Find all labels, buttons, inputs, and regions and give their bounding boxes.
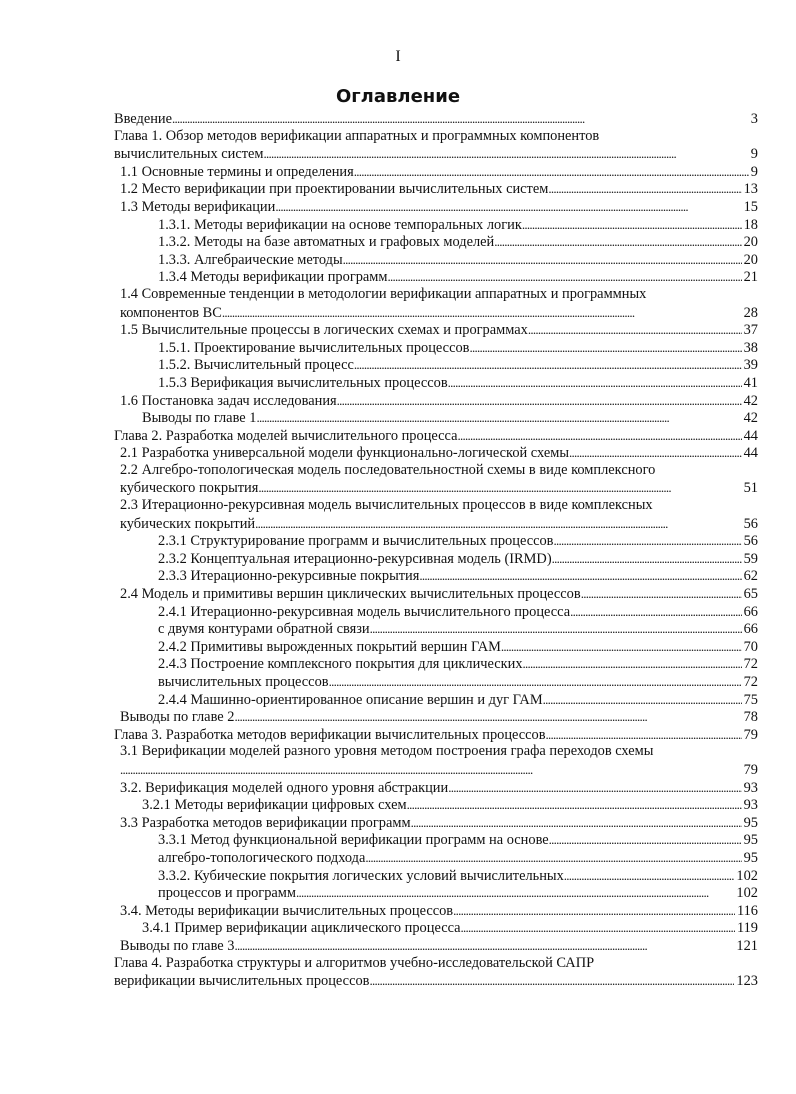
toc-entry-page: 72	[743, 656, 758, 673]
toc-dot-leader	[453, 902, 735, 921]
toc-entry[interactable]	[114, 427, 758, 445]
toc-entry-title: 2.4.4 Машинно-ориентированное описание вершин и дуг ГАМ	[158, 691, 543, 708]
toc-entry[interactable]	[114, 620, 758, 638]
toc-entry-title: 2.3.1 Структурирование программ и вычислительных процессов	[158, 533, 554, 550]
toc-dot-leader	[448, 779, 741, 798]
toc-entry-page: 95	[743, 849, 758, 866]
toc-entry[interactable]	[114, 655, 758, 673]
toc-entry-page: 70	[743, 638, 758, 655]
toc-dot-leader	[388, 268, 742, 287]
toc-dot-leader	[546, 726, 742, 745]
toc-entry-page: 79	[743, 761, 758, 778]
toc-entry[interactable]	[114, 233, 758, 251]
toc-entry[interactable]	[114, 779, 758, 797]
toc-entry[interactable]	[114, 392, 758, 410]
toc-dot-leader	[264, 145, 749, 164]
toc-entry-page: 59	[743, 550, 758, 567]
toc-entry-title: 2.4 Модель и примитивы вершин циклических вычислительных процессов	[120, 586, 581, 603]
toc-entry[interactable]	[114, 814, 758, 832]
toc-dot-leader	[552, 550, 742, 569]
toc-entry[interactable]	[114, 356, 758, 374]
toc-entry-page: 93	[743, 779, 758, 796]
toc-dot-leader	[329, 673, 742, 692]
toc-entry[interactable]	[114, 638, 758, 656]
toc-entry-page: 66	[743, 621, 758, 638]
toc-entry[interactable]	[114, 849, 758, 867]
toc-entry-title: Выводы по главе 2	[120, 709, 235, 726]
toc-entry-page: 3	[750, 111, 758, 127]
toc-entry-title: 2.3.2 Концептуальная итерационно-рекурсивная модель (IRMD)	[158, 550, 552, 567]
toc-entry[interactable]	[114, 831, 758, 849]
page-title: Оглавление	[335, 86, 461, 107]
toc-dot-leader	[469, 339, 741, 358]
toc-entry[interactable]	[114, 444, 758, 462]
toc-dot-leader	[120, 761, 742, 780]
toc-entry-title: 3.3.2. Кубические покрытия логических условий вычислительных	[158, 867, 564, 884]
toc-entry[interactable]	[114, 743, 758, 761]
toc-entry[interactable]	[114, 673, 758, 691]
toc-dot-leader	[522, 216, 742, 235]
toc-entry-page: 28	[743, 304, 758, 321]
toc-entry-page: 66	[743, 603, 758, 620]
toc-dot-leader	[448, 374, 742, 393]
toc-dot-leader	[461, 919, 735, 938]
toc-dot-leader	[354, 356, 742, 375]
toc-entry[interactable]	[114, 902, 758, 920]
toc-entry-title: верификации вычислительных процессов	[114, 973, 370, 990]
toc-dot-leader	[337, 392, 742, 411]
toc-entry-page: 42	[743, 410, 758, 427]
toc-entry-title: Глава 1. Обзор методов верификации аппаратных и программных компонентов	[114, 127, 600, 144]
toc-dot-leader	[543, 691, 742, 710]
toc-entry[interactable]	[114, 761, 758, 779]
toc-entry-title: 2.3 Итерационно-рекурсивная модель вычислительных процессов в виде комплексных	[120, 497, 653, 514]
toc-entry[interactable]	[114, 180, 758, 198]
toc-dot-leader	[365, 849, 741, 868]
toc-entry-title: вычислительных систем	[114, 146, 264, 163]
toc-dot-leader	[501, 638, 742, 657]
toc-dot-leader	[494, 233, 741, 252]
toc-dot-leader	[407, 796, 742, 815]
toc-dot-leader	[523, 655, 742, 674]
toc-entry-title: 2.1 Разработка универсальной модели функционально-логической схемы	[120, 445, 570, 462]
toc-entry-page: 93	[743, 797, 758, 814]
toc-entry-page: 75	[743, 691, 758, 708]
toc-entry-page: 65	[743, 586, 758, 603]
toc-entry[interactable]	[114, 304, 758, 322]
toc-entry-title: 1.5 Вычислительные процессы в логических схемах и программах	[120, 322, 528, 339]
toc-entry-title: Глава 4. Разработка структуры и алгоритмов учебно-исследовательской САПР	[114, 954, 595, 971]
toc-entry[interactable]	[114, 110, 758, 128]
toc-entry-page: 95	[743, 814, 758, 831]
toc-entry-title: 1.6 Постановка задач исследования	[120, 392, 337, 409]
toc-entry-page: 41	[743, 374, 758, 391]
toc-entry-page: 95	[743, 832, 758, 849]
toc-dot-leader	[234, 708, 741, 727]
toc-entry[interactable]	[114, 603, 758, 621]
toc-entry[interactable]	[114, 867, 758, 885]
toc-entry[interactable]	[114, 409, 758, 427]
toc-entry-page: 102	[736, 885, 758, 902]
toc-entry-page: 56	[743, 515, 758, 532]
toc-entry-page: 42	[743, 392, 758, 409]
toc-entry-title: 3.3.1 Метод функциональной верификации программ на основе	[158, 832, 549, 849]
toc-dot-leader	[172, 110, 749, 129]
toc-entry-title: 2.2 Алгебро-топологическая модель последовательностной схемы в виде комплексного	[120, 461, 656, 478]
toc-entry-page: 13	[743, 181, 758, 198]
toc-entry[interactable]	[114, 497, 758, 515]
toc-entry-title: 2.4.3 Построение комплексного покрытия для циклических	[158, 656, 523, 673]
toc-entry-page: 116	[736, 902, 758, 919]
toc-entry[interactable]	[114, 163, 758, 181]
toc-entry-page: 9	[750, 163, 758, 180]
toc-entry-title: 3.2.1 Методы верификации цифровых схем	[142, 797, 407, 814]
toc-entry-title: Выводы по главе 3	[120, 937, 235, 954]
toc-entry-title: 1.5.3 Верификация вычислительных процессов	[158, 374, 448, 391]
toc-entry[interactable]	[114, 321, 758, 339]
toc-entry[interactable]	[114, 515, 758, 533]
toc-entry-page: 119	[736, 920, 758, 937]
toc-entry[interactable]	[114, 708, 758, 726]
toc-entry-title: 1.3 Методы верификации	[120, 198, 276, 215]
toc-entry-title: кубических покрытий	[120, 515, 256, 532]
toc-entry-title: 3.1 Верификации моделей разного уровня методом построения графа переходов схемы	[120, 743, 654, 760]
table-of-contents	[114, 110, 758, 990]
toc-entry-page: 102	[736, 867, 758, 884]
toc-entry[interactable]	[114, 216, 758, 234]
toc-entry-title: 2.3.3 Итерационно-рекурсивные покрытия	[158, 568, 420, 585]
toc-entry[interactable]	[114, 286, 758, 304]
toc-entry[interactable]	[114, 585, 758, 603]
toc-entry[interactable]	[114, 691, 758, 709]
toc-dot-leader	[354, 163, 749, 182]
toc-entry-title: 1.5.2. Вычислительный процесс	[158, 357, 354, 374]
toc-entry-page: 44	[743, 445, 758, 462]
toc-entry-page: 44	[743, 427, 758, 444]
toc-dot-leader	[222, 304, 742, 323]
toc-entry-title: 2.4.1 Итерационно-рекурсивная модель вычислительного процесса	[158, 603, 571, 620]
toc-entry-page: 20	[743, 234, 758, 251]
toc-dot-leader	[570, 603, 742, 622]
toc-entry-page: 62	[743, 568, 758, 585]
toc-entry-title: вычислительных процессов	[158, 674, 329, 690]
toc-dot-leader	[411, 814, 742, 833]
toc-entry-title: 1.3.1. Методы верификации на основе темпоральных логик	[158, 216, 522, 233]
toc-dot-leader	[549, 831, 742, 850]
toc-entry[interactable]	[114, 251, 758, 269]
toc-entry[interactable]	[114, 955, 758, 973]
toc-entry-page: 123	[736, 973, 758, 990]
toc-entry-title: 3.2. Верификация моделей одного уровня абстракции	[120, 779, 449, 796]
toc-entry-page: 15	[743, 198, 758, 215]
toc-entry-page: 121	[736, 937, 758, 954]
toc-entry-title: 1.3.4 Методы верификации программ	[158, 269, 388, 286]
toc-dot-leader	[569, 444, 742, 463]
toc-dot-leader	[234, 937, 734, 956]
toc-dot-leader	[256, 409, 741, 428]
toc-dot-leader	[296, 884, 734, 903]
toc-entry-title: 1.3.2. Методы на базе автоматных и графовых моделей	[158, 234, 495, 251]
toc-entry-title: Глава 2. Разработка моделей вычислительного процесса	[114, 427, 458, 444]
toc-dot-leader	[275, 198, 741, 217]
toc-entry-title: 1.2 Место верификации при проектировании вычислительных систем	[120, 181, 549, 198]
toc-dot-leader	[369, 972, 734, 991]
toc-dot-leader	[255, 515, 741, 534]
toc-entry-title: с двумя контурами обратной связи	[158, 621, 370, 638]
toc-entry-page: 51	[743, 480, 758, 497]
toc-entry-title: процессов и программ	[158, 885, 296, 902]
toc-entry[interactable]	[114, 532, 758, 550]
toc-entry[interactable]	[114, 145, 758, 163]
toc-entry-title: Глава 3. Разработка методов верификации вычислительных процессов	[114, 726, 546, 743]
toc-entry-title: компонентов ВС	[120, 304, 222, 321]
toc-entry-title: 3.4. Методы верификации вычислительных процессов	[120, 902, 454, 919]
toc-dot-leader	[581, 585, 742, 604]
toc-entry[interactable]	[114, 268, 758, 286]
toc-entry-page: 78	[743, 709, 758, 726]
toc-dot-leader	[548, 180, 741, 199]
toc-entry-title: 1.1 Основные термины и определения	[120, 163, 354, 180]
toc-entry[interactable]	[114, 884, 758, 902]
toc-entry-title: 1.4 Современные тенденции в методологии верификации аппаратных и программных	[120, 285, 647, 302]
toc-entry[interactable]	[114, 726, 758, 744]
toc-entry-title: Выводы по главе 1	[142, 410, 257, 427]
toc-entry-page: 39	[743, 357, 758, 374]
toc-entry[interactable]	[114, 198, 758, 216]
toc-entry[interactable]	[114, 919, 758, 937]
toc-entry[interactable]	[114, 972, 758, 990]
toc-entry-page: 9	[750, 146, 758, 163]
toc-entry[interactable]	[114, 339, 758, 357]
toc-dot-leader	[564, 867, 735, 886]
toc-entry[interactable]	[114, 550, 758, 568]
toc-entry[interactable]	[114, 567, 758, 585]
toc-entry-title: 2.4.2 Примитивы вырожденных покрытий вершин ГАМ	[158, 638, 501, 655]
toc-entry-title: алгебро-топологического подхода	[158, 849, 366, 866]
toc-entry[interactable]	[114, 462, 758, 480]
toc-entry-page: 21	[743, 269, 758, 286]
toc-entry[interactable]	[114, 937, 758, 955]
toc-entry-page: 18	[743, 216, 758, 233]
toc-entry-page: 56	[743, 533, 758, 550]
toc-entry-page: 38	[743, 339, 758, 356]
toc-dot-leader	[528, 321, 742, 340]
toc-entry-title: 1.5.1. Проектирование вычислительных процессов	[158, 339, 470, 356]
toc-entry-page: 37	[743, 322, 758, 339]
toc-entry-title: 1.3.3. Алгебраические методы	[158, 251, 343, 268]
toc-dot-leader	[419, 567, 741, 586]
toc-entry[interactable]	[114, 374, 758, 392]
page-number: I	[395, 48, 401, 65]
toc-dot-leader	[343, 251, 742, 270]
toc-entry-title: 3.3 Разработка методов верификации программ	[120, 814, 411, 831]
toc-dot-leader	[553, 532, 741, 551]
toc-entry-title: 3.4.1 Пример верификации ациклического процесса	[142, 920, 461, 937]
toc-entry-page: 20	[743, 251, 758, 268]
toc-dot-leader	[370, 620, 742, 639]
toc-dot-leader	[457, 427, 741, 446]
toc-entry[interactable]	[114, 128, 758, 146]
toc-entry-title: Введение	[114, 111, 173, 127]
toc-entry[interactable]	[114, 479, 758, 497]
toc-entry-page: 72	[743, 674, 758, 690]
toc-entry-title: кубического покрытия	[120, 480, 259, 497]
toc-entry[interactable]	[114, 796, 758, 814]
toc-dot-leader	[258, 479, 741, 498]
toc-entry-page: 79	[743, 726, 758, 743]
